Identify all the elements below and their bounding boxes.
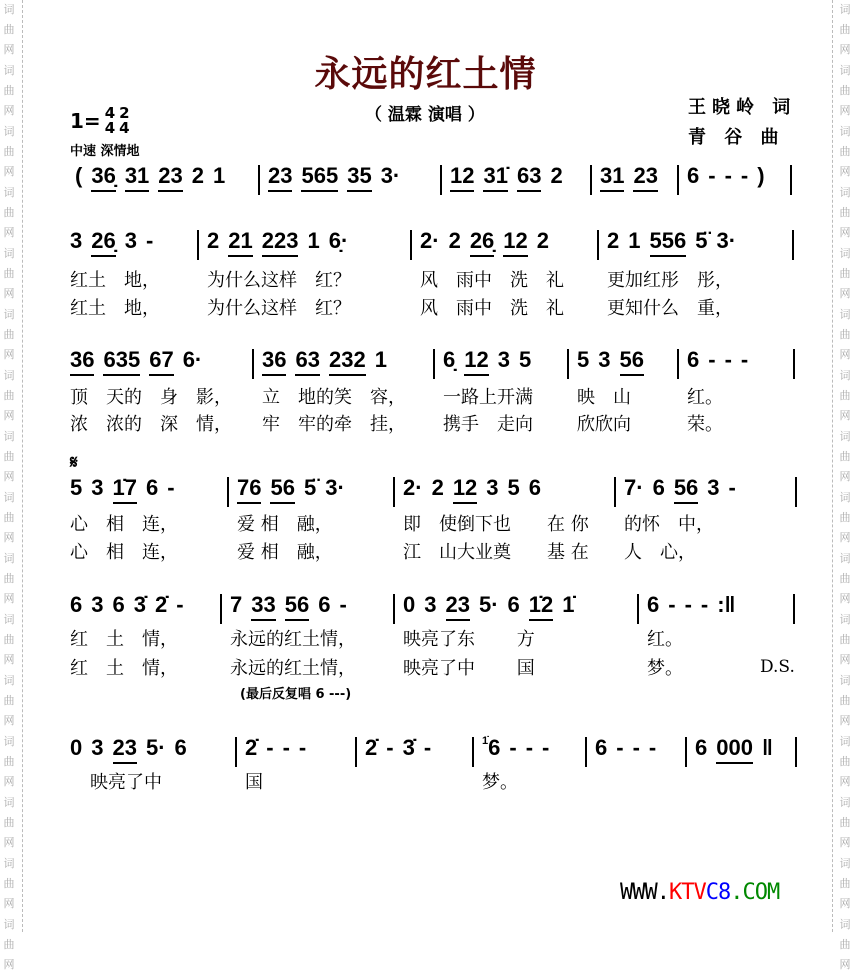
- lyric-1: 爱 相 融，: [237, 514, 333, 535]
- lyric-1: 的怀 中，: [624, 514, 714, 535]
- watermark-text: 词 曲 网: [3, 796, 15, 849]
- note-token: 1: [213, 163, 226, 188]
- barline: [567, 349, 569, 379]
- note-token: 3: [707, 475, 720, 500]
- watermark-text: 词 曲 网: [3, 3, 15, 56]
- measure: [75, 163, 234, 192]
- lyric-2: 梦。: [647, 658, 683, 679]
- note-token: 23: [268, 163, 292, 192]
- time-den: 4: [119, 119, 130, 137]
- note-token: 6̣·: [328, 228, 349, 253]
- lyric-2: 心 相 连，: [70, 542, 178, 563]
- note-token: 6: [647, 592, 660, 617]
- watermark-text: 词 曲 网: [3, 674, 15, 727]
- note-token: -: [724, 163, 732, 188]
- note-token: 3: [497, 347, 510, 372]
- note-token: 56: [674, 475, 698, 504]
- note-token: 565: [301, 163, 338, 192]
- note-token: -: [423, 735, 432, 760]
- note-token: 7·: [624, 475, 644, 500]
- note-token: ‖: [761, 735, 773, 760]
- barline: [585, 737, 587, 767]
- note-token: -: [684, 592, 692, 617]
- note-token: 6: [507, 592, 520, 617]
- lyric-2: 荣。: [687, 414, 723, 435]
- lyric-2: 为什么这样 红？: [207, 298, 351, 319]
- site-www: WWW.: [620, 880, 669, 905]
- note-token: 2̇: [155, 592, 168, 617]
- barline-end: [793, 594, 795, 624]
- note-token: 5: [518, 347, 532, 372]
- lyric-1: 永远的红土情，: [230, 629, 356, 650]
- lyric-1: 映亮了中: [90, 772, 162, 793]
- measure: [403, 475, 550, 504]
- watermark-text: 词 曲 网: [839, 674, 851, 727]
- lyric-1: 红。: [647, 629, 683, 650]
- watermark-text: 词 曲 网: [839, 369, 851, 422]
- note-token: 3·: [380, 163, 401, 188]
- note-token: 26̣: [91, 228, 115, 257]
- note-token: -: [525, 735, 534, 760]
- note-token: 2: [431, 475, 444, 500]
- note-token: 3: [91, 592, 104, 617]
- note-token: 1̇: [562, 592, 575, 617]
- note-token: -: [386, 735, 394, 760]
- measure: [687, 347, 757, 373]
- barline-end: [795, 737, 797, 767]
- note-token: 1: [628, 228, 641, 253]
- note-token: 31: [125, 163, 149, 192]
- measure: [600, 163, 667, 192]
- measure: [577, 347, 653, 376]
- dal-segno-mark: D.S.: [760, 657, 795, 677]
- note-token: 5·: [478, 592, 499, 617]
- note-token: 6: [145, 475, 159, 500]
- lyric-2: 更知什么 重，: [607, 298, 733, 319]
- lyric-2: 江 山大业奠 基 在: [403, 542, 589, 563]
- note-token: -: [167, 475, 175, 500]
- lyric-2: 永远的红土情，: [230, 658, 356, 679]
- watermark-text: 词 曲 网: [3, 186, 15, 239]
- grace-note: 1̇: [482, 735, 489, 747]
- watermark-text: 词 曲 网: [839, 64, 851, 117]
- note-token: 76: [237, 475, 261, 504]
- measure: [365, 735, 440, 761]
- note-token: 5: [507, 475, 520, 500]
- watermark-text: 词 曲 网: [3, 430, 15, 483]
- lyric-1: 映亮了东 方: [403, 629, 535, 650]
- note-token: 556: [650, 228, 687, 257]
- note-token: -: [542, 735, 550, 760]
- barline: [410, 230, 412, 260]
- measure: [262, 347, 396, 376]
- barline-end: [792, 230, 794, 260]
- note-token: 2: [207, 228, 220, 253]
- note-token: 6: [595, 735, 608, 760]
- note-token: -: [724, 347, 732, 372]
- site-c8: C8: [705, 880, 731, 905]
- measure: [230, 592, 356, 621]
- barline: [393, 594, 395, 624]
- barline: [355, 737, 357, 767]
- watermark-text: 词 曲 网: [3, 247, 15, 300]
- lyric-1: 梦。: [482, 772, 518, 793]
- note-token: 1̇7: [113, 475, 137, 504]
- watermark-text: 词 曲 网: [3, 125, 15, 178]
- barline: [220, 594, 222, 624]
- note-token: 2·: [420, 228, 440, 253]
- note-token: 0: [403, 592, 416, 617]
- watermark-text: 词 曲 网: [839, 308, 851, 361]
- site-ktv: KTV: [668, 880, 706, 905]
- note-token: 3·: [325, 475, 345, 500]
- measure: [70, 592, 193, 618]
- barline-end: [795, 477, 797, 507]
- note-token: 3: [598, 347, 611, 372]
- key-label: 1=: [70, 109, 101, 133]
- barline: [597, 230, 599, 260]
- note-token: 3̇: [133, 592, 146, 617]
- site-logo: [620, 880, 779, 905]
- note-token: 6: [695, 735, 708, 760]
- barline: [472, 737, 474, 767]
- barline-end: [790, 165, 792, 195]
- note-token: -: [509, 735, 517, 760]
- note-token: ): [757, 163, 765, 188]
- measure: [624, 475, 745, 504]
- note-token: 3: [70, 228, 83, 253]
- lyricist-credit: 王晓岭 词: [688, 97, 797, 118]
- note-token: 31: [600, 163, 624, 192]
- watermark-text: 词 曲 网: [839, 857, 851, 910]
- note-token: 2̇: [245, 735, 258, 760]
- measure: [403, 592, 584, 621]
- note-token: 6: [174, 735, 187, 760]
- lyric-1: 即 使倒下也 在 你: [403, 514, 589, 535]
- barline: [433, 349, 435, 379]
- note-token: 232: [329, 347, 366, 376]
- note-token: 2: [448, 228, 461, 253]
- note-token: 6: [112, 592, 125, 617]
- note-token: 6·: [182, 347, 203, 372]
- note-token: 0: [70, 735, 83, 760]
- barline: [637, 594, 639, 624]
- lyric-1: 顶 天的 身 影，: [70, 387, 232, 408]
- note-token: 1: [307, 228, 320, 253]
- note-token: -: [740, 163, 749, 188]
- watermark-text: 词 曲 网: [3, 369, 15, 422]
- note-token: 3: [424, 592, 437, 617]
- right-border-line: [832, 0, 833, 932]
- note-token: 33: [251, 592, 275, 621]
- note-token: 31̇: [483, 163, 507, 192]
- note-token: -: [668, 592, 676, 617]
- note-token: -: [298, 735, 307, 760]
- lyric-2: 牢 牢的牵 挂，: [262, 414, 406, 435]
- note-token: 21: [228, 228, 252, 257]
- measure: [450, 163, 572, 192]
- barline: [258, 165, 260, 195]
- note-token: 2: [550, 163, 563, 188]
- watermark-text: 词 曲 网: [3, 613, 15, 666]
- watermark-text: 词 曲 网: [3, 491, 15, 544]
- barline: [440, 165, 442, 195]
- watermark-text: 词 曲 网: [839, 247, 851, 300]
- note-token: 223: [262, 228, 299, 257]
- composer-credit: 青 谷 曲: [688, 127, 785, 148]
- note-token: 12: [464, 347, 488, 376]
- barline: [197, 230, 199, 260]
- note-token: 56: [270, 475, 294, 504]
- watermark-text: 词 曲 网: [3, 64, 15, 117]
- note-token: -: [708, 163, 716, 188]
- note-token: 67: [149, 347, 173, 376]
- note-token: 6: [70, 592, 83, 617]
- watermark-text: 词 曲 网: [3, 308, 15, 361]
- watermark-text: 词 曲 网: [839, 796, 851, 849]
- note-token: 000: [716, 735, 753, 764]
- measure: [70, 347, 211, 376]
- note-token: 6: [528, 475, 542, 500]
- note-token: 5: [577, 347, 590, 372]
- note-token: 6: [652, 475, 665, 500]
- watermark-text: 词 曲 网: [3, 857, 15, 910]
- watermark-text: 词 曲 网: [839, 491, 851, 544]
- note-token: 12: [450, 163, 474, 192]
- note-token: -: [648, 735, 657, 760]
- note-token: 12: [503, 228, 527, 257]
- segno-sign: 𝄋: [70, 452, 78, 473]
- note-token: 5: [70, 475, 83, 500]
- note-token: 3·: [716, 228, 737, 253]
- watermark-text: 词 曲 网: [839, 430, 851, 483]
- note-token: 23: [158, 163, 182, 192]
- lyric-1: 红。: [687, 387, 723, 408]
- site-com: .COM: [730, 880, 780, 905]
- lyric-1: 红 土 情，: [70, 629, 178, 650]
- lyric-2: 爱 相 融，: [237, 542, 333, 563]
- barline: [677, 165, 679, 195]
- note-token: 6: [318, 592, 331, 617]
- note-token: 5̈: [695, 228, 708, 253]
- note-token: 36̣: [91, 163, 115, 192]
- note-token: -: [176, 592, 184, 617]
- measure: [245, 735, 315, 761]
- song-title: 永远的红土情: [314, 54, 537, 95]
- note-token: 6: [488, 735, 501, 760]
- note-token: 3: [486, 475, 499, 500]
- left-border-line: [22, 0, 23, 932]
- note-token: 1̇2: [529, 592, 553, 621]
- lyric-1: 国: [245, 772, 263, 793]
- note-token: 3: [91, 475, 104, 500]
- note-token: 2: [536, 228, 550, 253]
- note-token: -: [282, 735, 290, 760]
- note-token: -: [728, 475, 736, 500]
- note-token: 56: [620, 347, 644, 376]
- barline: [685, 737, 687, 767]
- note-token: 2·: [403, 475, 423, 500]
- lyric-1: 立 地的笑 容，: [262, 387, 406, 408]
- repeat-note: (最后反复唱 6 ---): [240, 687, 352, 702]
- lyric-1: 映 山: [577, 387, 631, 408]
- lyric-2: 携手 走向: [443, 414, 533, 435]
- lyric-2: 欣欣向: [577, 414, 631, 435]
- note-token: 3: [91, 735, 104, 760]
- note-token: 12: [453, 475, 477, 504]
- note-token: 5·: [145, 735, 166, 760]
- note-token: 6̣: [443, 347, 456, 372]
- watermark-text: 词 曲 网: [839, 552, 851, 605]
- measure: [268, 163, 409, 192]
- watermark-text: 词 曲 网: [3, 735, 15, 788]
- note-token: -: [339, 592, 347, 617]
- note-token: 1: [374, 347, 387, 372]
- note-token: 6: [687, 347, 700, 372]
- measure: [647, 592, 745, 618]
- barline: [393, 477, 395, 507]
- measure: [695, 735, 782, 764]
- measure: [70, 735, 196, 764]
- note-token: -: [740, 347, 749, 372]
- measure: [70, 475, 184, 504]
- measure: [237, 475, 354, 504]
- barline: [235, 737, 237, 767]
- barline: [252, 349, 254, 379]
- note-token: 26̣: [470, 228, 494, 257]
- watermark-text: 词 曲 网: [839, 125, 851, 178]
- note-token: -: [616, 735, 624, 760]
- note-token: 3̇: [402, 735, 415, 760]
- note-token: -: [145, 228, 154, 253]
- watermark-text: 词 曲 网: [839, 186, 851, 239]
- key-time-signature: [70, 106, 130, 136]
- watermark-text: 词 曲 网: [3, 552, 15, 605]
- watermark-text: 词 曲 网: [839, 735, 851, 788]
- time-signature-2-4: [119, 106, 129, 136]
- note-token: 23: [446, 592, 470, 621]
- note-token: -: [632, 735, 640, 760]
- note-token: 2: [607, 228, 620, 253]
- note-token: 635: [103, 347, 140, 376]
- time-num: 4: [104, 104, 116, 122]
- note-token: 36: [70, 347, 94, 376]
- note-token: -: [708, 347, 716, 372]
- note-token: 2̇: [365, 735, 378, 760]
- measure: [70, 228, 162, 257]
- note-token: 63: [517, 163, 541, 192]
- lyric-1: 更加红彤 彤，: [607, 270, 733, 291]
- measure: [482, 735, 558, 761]
- note-token: 56: [285, 592, 309, 621]
- time-num: 2: [119, 104, 130, 122]
- lyric-1: 一路上开满: [443, 387, 533, 408]
- barline: [614, 477, 616, 507]
- note-token: 35: [347, 163, 371, 192]
- lyric-2: 映亮了中 国: [403, 658, 535, 679]
- tempo-marking: 中速 深情地: [70, 144, 140, 159]
- barline-end: [793, 349, 795, 379]
- lyric-2: 风 雨中 洗 礼: [420, 298, 564, 319]
- lyric-1: 为什么这样 红？: [207, 270, 351, 291]
- note-token: 6: [687, 163, 700, 188]
- watermark-text: 词 曲 网: [839, 3, 851, 56]
- note-token: 2: [191, 163, 205, 188]
- note-token: -: [266, 735, 274, 760]
- note-token: 3: [124, 228, 137, 253]
- measure: [207, 228, 357, 257]
- note-token: (: [75, 163, 83, 188]
- note-token: 36: [262, 347, 286, 376]
- barline: [677, 349, 679, 379]
- lyric-1: 心 相 连，: [70, 514, 178, 535]
- watermark-text: 词 曲 网: [839, 918, 851, 971]
- lyric-2: 人 心，: [624, 542, 696, 563]
- time-den: 4: [104, 119, 116, 137]
- measure: [443, 347, 540, 376]
- note-token: :‖: [717, 592, 736, 617]
- lyric-1: 红土 地，: [70, 270, 160, 291]
- note-token: -: [700, 592, 709, 617]
- note-token: 5̈: [303, 475, 317, 500]
- measure: [687, 163, 774, 189]
- watermark-text: 词 曲 网: [3, 918, 15, 971]
- lyric-2: 浓 浓的 深 情，: [70, 414, 232, 435]
- note-token: 7: [230, 592, 243, 617]
- note-token: 63: [295, 347, 319, 376]
- note-token: 23: [113, 735, 137, 764]
- singer-credit: （ 温霖 演唱 ）: [365, 105, 485, 125]
- lyric-2: 红土 地，: [70, 298, 160, 319]
- measure: [420, 228, 558, 257]
- measure: [595, 735, 665, 761]
- time-signature-4-4: [105, 106, 115, 136]
- lyric-1: 风 雨中 洗 礼: [420, 270, 564, 291]
- watermark-text: 词 曲 网: [839, 613, 851, 666]
- lyric-2: 红 土 情，: [70, 658, 178, 679]
- barline: [227, 477, 229, 507]
- barline: [590, 165, 592, 195]
- measure: [607, 228, 745, 257]
- note-token: 23: [633, 163, 657, 192]
